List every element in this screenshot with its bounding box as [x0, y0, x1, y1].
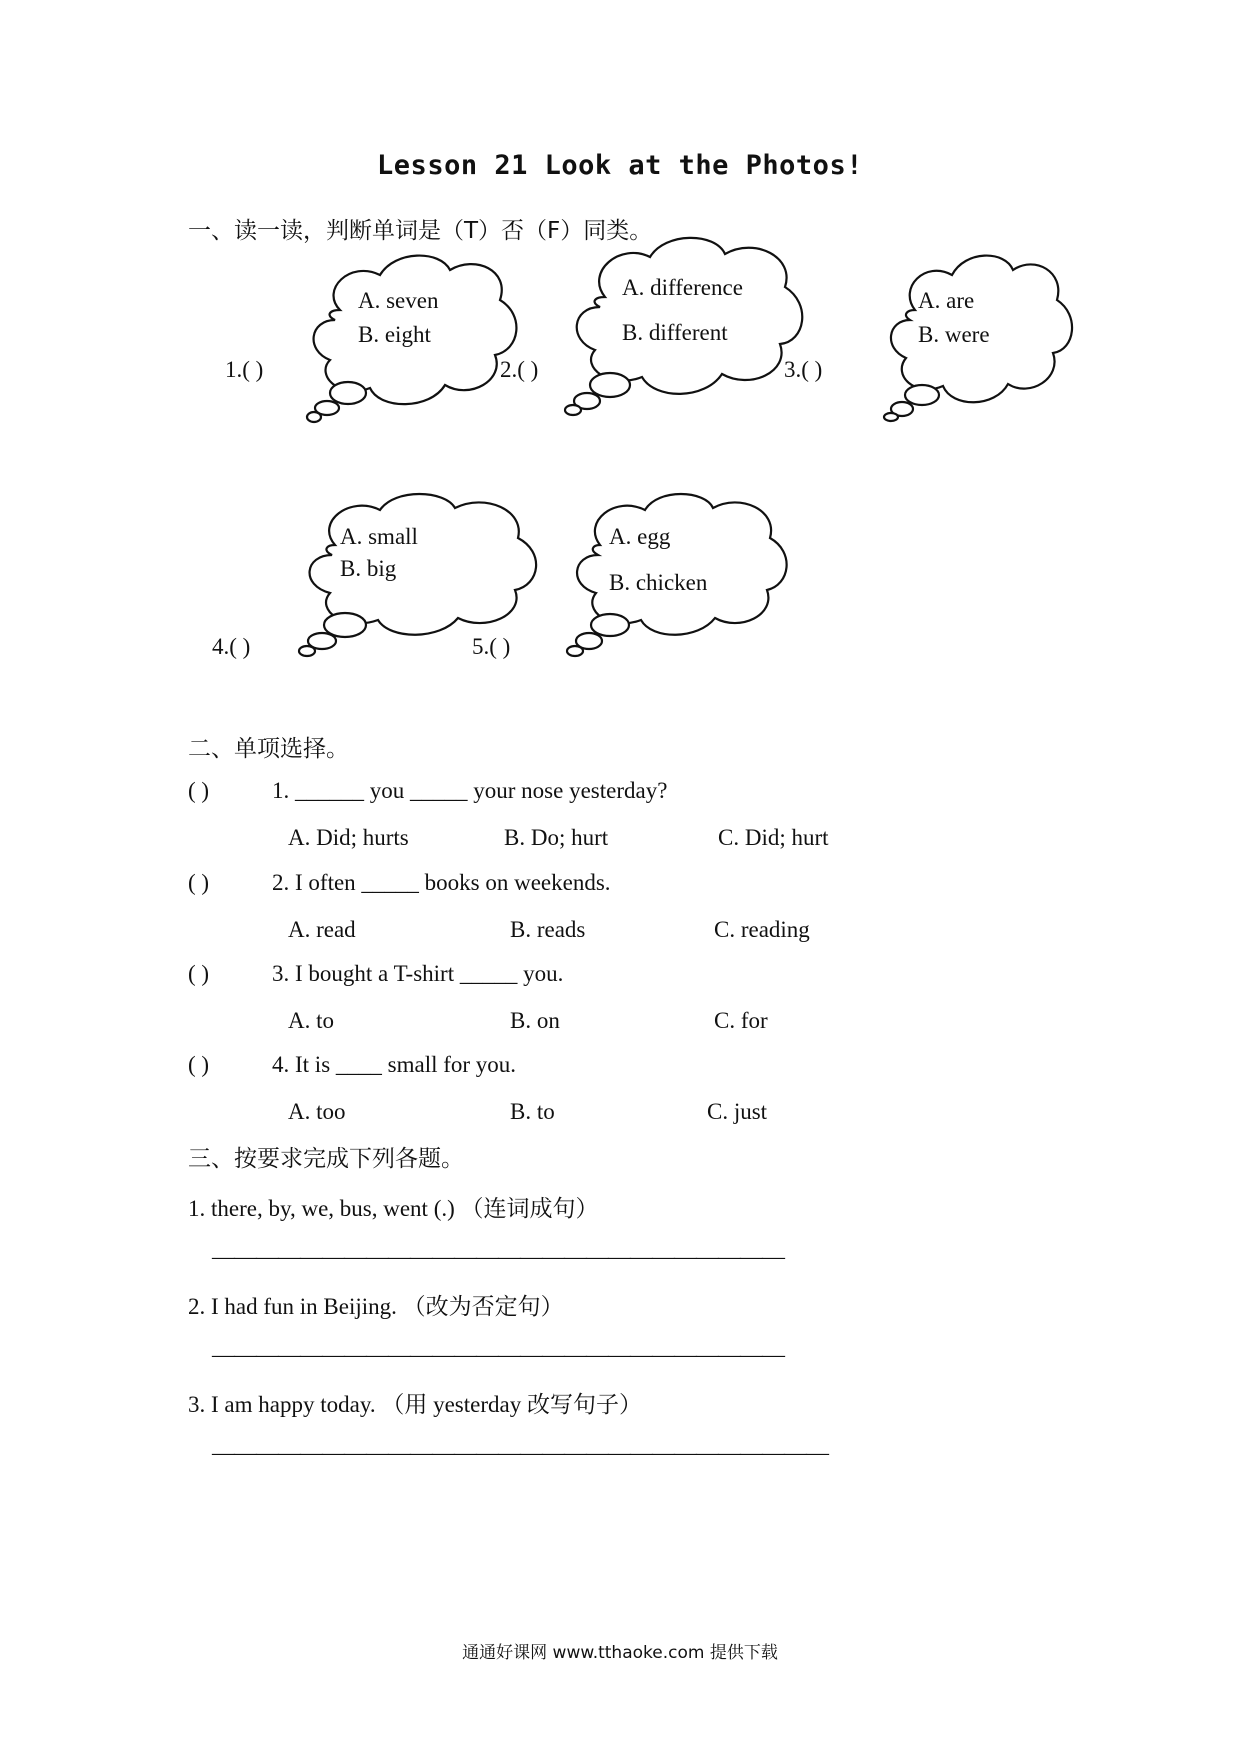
- choice-question-3: 3. I bought a T-shirt _____ you.: [272, 961, 564, 986]
- cloud-5-option-a: A. egg: [609, 524, 671, 549]
- answer-blank-5[interactable]: 5.( ): [472, 634, 511, 659]
- choice-answer-paren-3[interactable]: ( ): [188, 961, 210, 986]
- choice-3-option-b: B. on: [510, 1008, 560, 1033]
- section3-heading: 三、按要求完成下列各题。: [188, 1146, 464, 1172]
- cloud-1-option-a: A. seven: [358, 288, 439, 313]
- choice-answer-paren-4[interactable]: ( ): [188, 1052, 210, 1077]
- cloud-4-option-a: A. small: [340, 524, 418, 549]
- choice-question-2: 2. I often _____ books on weekends.: [272, 870, 611, 895]
- cloud-3-option-b: B. were: [918, 322, 990, 347]
- choice-1-option-b: B. Do; hurt: [504, 825, 609, 850]
- choice-1-option-a: A. Did; hurts: [288, 825, 409, 850]
- cloud-3-option-a: A. are: [918, 288, 975, 313]
- choice-question-1: 1. ______ you _____ your nose yesterday?: [272, 778, 668, 803]
- page-title: Lesson 21 Look at the Photos!: [377, 150, 863, 181]
- task-answer-line-3[interactable]: ————————————————————————————: [212, 1440, 828, 1465]
- choice-3-option-a: A. to: [288, 1008, 334, 1033]
- choice-4-option-b: B. to: [510, 1099, 555, 1124]
- task-answer-line-1[interactable]: ——————————————————————————: [212, 1244, 784, 1269]
- answer-blank-3[interactable]: 3.( ): [784, 357, 823, 382]
- cloud-5-option-b: B. chicken: [609, 570, 708, 595]
- answer-blank-1[interactable]: 1.( ): [225, 357, 264, 382]
- choice-2-option-a: A. read: [288, 917, 356, 942]
- answer-blank-2[interactable]: 2.( ): [500, 357, 539, 382]
- choice-2-option-b: B. reads: [510, 917, 586, 942]
- choice-4-option-c: C. just: [707, 1099, 768, 1124]
- choice-4-option-a: A. too: [288, 1099, 346, 1124]
- cloud-2-option-b: B. different: [622, 320, 728, 345]
- task-question-1: 1. there, by, we, bus, went (.) （连词成句）: [188, 1196, 599, 1221]
- cloud-2-option-a: A. difference: [622, 275, 743, 300]
- choice-answer-paren-1[interactable]: ( ): [188, 778, 210, 803]
- choice-2-option-c: C. reading: [714, 917, 810, 942]
- choice-3-option-c: C. for: [714, 1008, 768, 1033]
- section1-heading: 一、读一读，判断单词是（T）否（F）同类。: [188, 218, 653, 244]
- answer-blank-4[interactable]: 4.( ): [212, 634, 251, 659]
- task-answer-line-2[interactable]: ——————————————————————————: [212, 1342, 784, 1367]
- footer-credit: 通通好课网 www.tthaoke.com 提供下载: [462, 1643, 778, 1663]
- choice-question-4: 4. It is ____ small for you.: [272, 1052, 517, 1077]
- cloud-1-option-b: B. eight: [358, 322, 431, 347]
- thought-cloud-4: [290, 490, 550, 660]
- cloud-4-option-b: B. big: [340, 556, 397, 581]
- choice-answer-paren-2[interactable]: ( ): [188, 870, 210, 895]
- task-question-3: 3. I am happy today. （用 yesterday 改写句子）: [188, 1392, 642, 1417]
- choice-1-option-c: C. Did; hurt: [718, 825, 829, 850]
- task-question-2: 2. I had fun in Beijing. （改为否定句）: [188, 1294, 564, 1319]
- section2-heading: 二、单项选择。: [188, 736, 349, 762]
